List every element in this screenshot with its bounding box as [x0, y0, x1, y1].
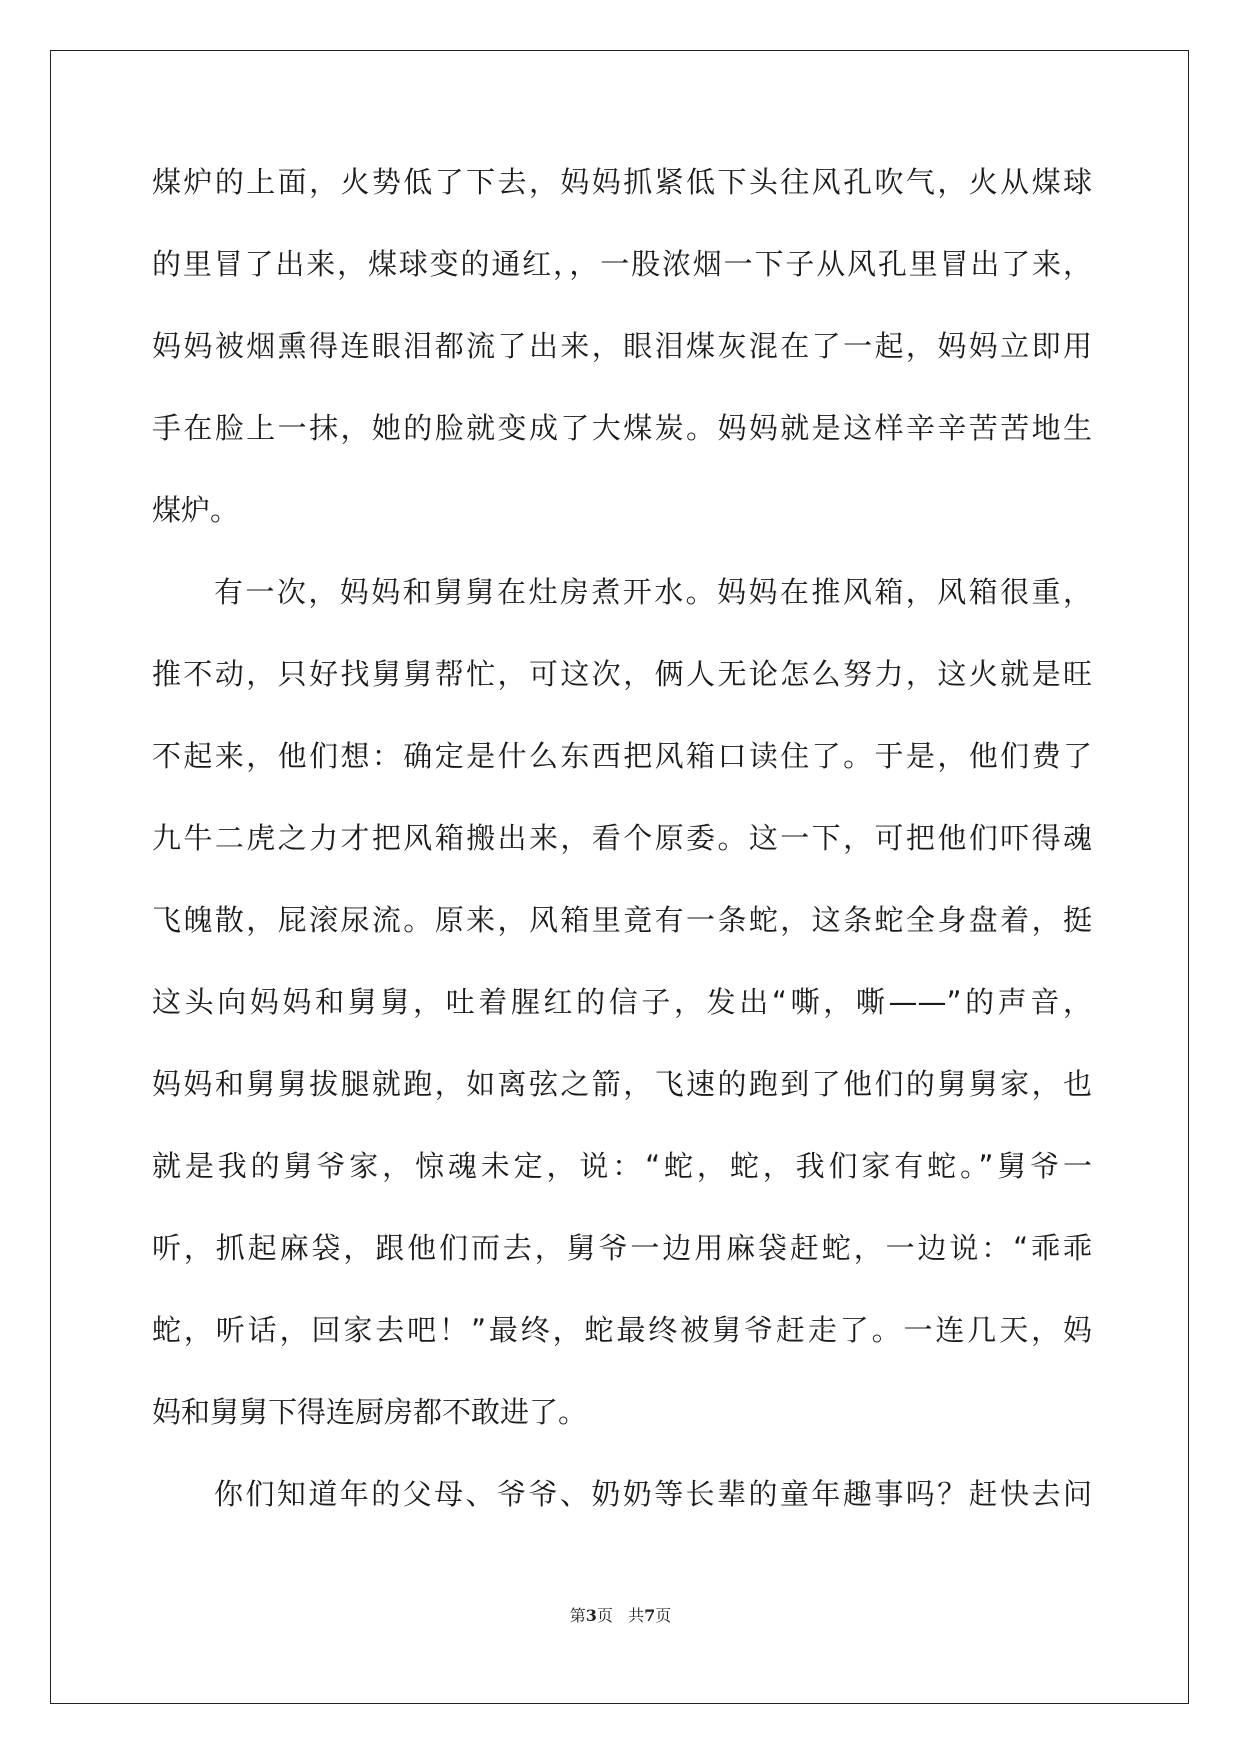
page-footer: [0, 1603, 1241, 1626]
text-line: 推不动，只好找舅舅帮忙，可这次，俩人无论怎么努力，这火就是旺: [152, 657, 1092, 691]
text-line: 这头向妈妈和舅舅，吐着腥红的信子，发出“嘶，嘶——”的声音，: [152, 985, 1092, 1019]
text-line: 的里冒了出来，煤球变的通红，，一股浓烟一下子从风孔里冒出了来，: [152, 247, 1092, 281]
text-line: 煤炉。: [152, 493, 240, 527]
page-number-prefix: 第: [569, 1606, 586, 1625]
text-line: 妈妈被烟熏得连眼泪都流了出来，眼泪煤灰混在了一起，妈妈立即用: [152, 329, 1092, 363]
text-line: 听，抓起麻袋，跟他们而去，舅爷一边用麻袋赶蛇，一边说：“乖乖: [152, 1231, 1092, 1265]
text-line: 蛇，听话，回家去吧！”最终，蛇最终被舅爷赶走了。一连几天，妈: [152, 1313, 1092, 1347]
text-line: 有一次，妈妈和舅舅在灶房煮开水。妈妈在推风箱，风箱很重，: [214, 575, 1092, 609]
document-body: [152, 162, 1092, 1556]
text-line: 煤炉的上面，火势低了下去，妈妈抓紧低下头往风孔吹气，火从煤球: [152, 165, 1092, 199]
total-page-count: 7: [644, 1606, 656, 1625]
page-number-suffix: 页: [596, 1606, 613, 1625]
text-line: 就是我的舅爷家，惊魂未定，说：“蛇，蛇，我们家有蛇。”舅爷一: [152, 1149, 1092, 1183]
text-line: 飞魄散，屁滚尿流。原来，风箱里竟有一条蛇，这条蛇全身盘着，挺: [152, 903, 1092, 937]
text-line: 妈和舅舅下得连厨房都不敢进了。: [152, 1395, 588, 1429]
current-page-number: 3: [585, 1606, 597, 1625]
text-line: 不起来，他们想：确定是什么东西把风箱口读住了。于是，他们费了: [152, 739, 1092, 773]
total-pages-suffix: 页: [655, 1606, 672, 1625]
text-line: 九牛二虎之力才把风箱搬出来，看个原委。这一下，可把他们吓得魂: [152, 821, 1092, 855]
text-line: 手在脸上一抹，她的脸就变成了大煤炭。妈妈就是这样辛辛苦苦地生: [152, 411, 1092, 445]
total-pages-prefix: 共: [628, 1606, 645, 1625]
text-line: 你们知道年的父母、爷爷、奶奶等长辈的童年趣事吗？赶快去问: [214, 1477, 1092, 1511]
text-line: 妈妈和舅舅拔腿就跑，如离弦之箭，飞速的跑到了他们的舅舅家，也: [152, 1067, 1092, 1101]
